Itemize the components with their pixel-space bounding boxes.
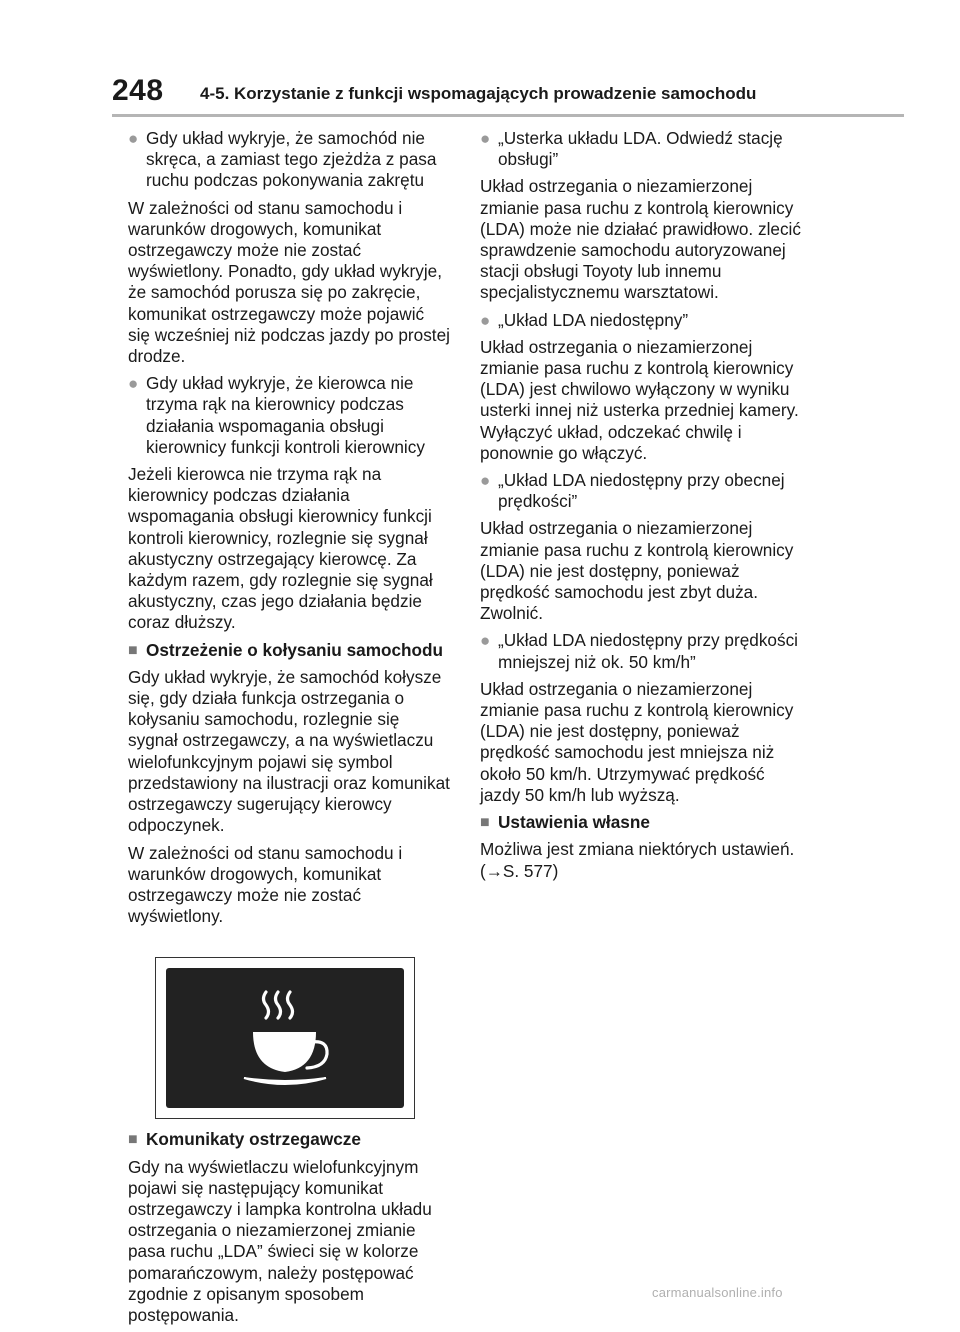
- bullet-text: Gdy układ wykryje, że kierowca nie trzyma rąk na kierownicy podczas działania wspomagania obsługi kierownicy funkcji kontroli kierownicy: [146, 373, 425, 457]
- bullet-text: „Układ LDA niedostępny”: [498, 309, 689, 330]
- page-number: 248: [112, 74, 164, 107]
- bullet-item: [128, 373, 450, 458]
- section-heading: [128, 1129, 450, 1150]
- bullet-item: [480, 630, 802, 672]
- bullet-dot-icon: ●: [480, 631, 491, 651]
- bullet-item: [128, 128, 450, 192]
- bullet-item: [480, 310, 802, 331]
- bullet-dot-icon: ●: [128, 129, 139, 148]
- chapter-title: 4-5. Korzystanie z funkcji wspomagających prowadzenie samochodu: [200, 84, 757, 103]
- paragraph: Układ ostrzegania o niezamierzonej zmianie pasa ruchu z kontrolą kierownicy (LDA) nie jest dostępny, ponieważ prędkość samochodu jest mniejsza niż około 50 km/h. Utrzymywać prędkość jazdy 50 km/h lub wyższą.: [480, 678, 794, 805]
- paragraph: W zależności od stanu samochodu i warunków drogowych, komunikat ostrzegawczy może nie zostać wyświetlony. Ponadto, gdy układ wykryje, że samochód porusza się po zakręcie, komunikat ostrzegawczy może pojawić się wcześniej niż podczas jazdy po prostej drodze.: [128, 197, 450, 367]
- bullet-item: [480, 128, 802, 170]
- paragraph: Układ ostrzegania o niezamierzonej zmianie pasa ruchu z kontrolą kierownicy (LDA) jest chwilowo wyłączony w wyniku usterki innej niż usterka przedniej kamery. Wyłączyć układ, odczekać chwilę i ponownie go włączyć.: [480, 336, 799, 463]
- header-rule: [112, 114, 904, 117]
- watermark: carmanualsonline.info: [652, 1285, 783, 1300]
- section-heading: [128, 640, 450, 661]
- bullet-text: „Układ LDA niedostępny przy prędkości mniejszej niż ok. 50 km/h”: [498, 630, 798, 672]
- paragraph: Układ ostrzegania o niezamierzonej zmianie pasa ruchu z kontrolą kierownicy (LDA) nie jest dostępny, ponieważ prędkość samochodu jest zbyt duża. Zwolnić.: [480, 518, 794, 624]
- display-screen: [166, 968, 404, 1108]
- section-heading-text: Komunikaty ostrzegawcze: [146, 1129, 361, 1150]
- bullet-item: [480, 470, 802, 512]
- paragraph: Gdy na wyświetlaczu wielofunkcyjnym pojawi się następujący komunikat ostrzegawczy i lampka kontrolna układu ostrzegania o niezamierzonej zmianie pasa ruchu „LDA” świeci się w kolorze pomarańczowym, należy postępować zgodnie z opisanym sposobem postępowania.: [128, 1156, 432, 1325]
- paragraph: Możliwa jest zmiana niektórych ustawień. (→S. 577): [480, 839, 795, 881]
- page-header: [112, 70, 904, 116]
- bullet-dot-icon: ●: [480, 310, 491, 330]
- paragraph: Gdy układ wykryje, że samochód kołysze się, gdy działa funkcja ostrzegania o kołysaniu samochodu, rozlegnie się sygnał ostrzegawczy, a na wyświetlaczu wielofunkcyjnym pojawi się symbol przedstawiony na ilustracji oraz komunikat ostrzegawczy sugerujący kierowcy odpoczynek.: [128, 666, 450, 836]
- bullet-dot-icon: ●: [128, 374, 139, 394]
- bullet-dot-icon: ●: [480, 129, 491, 148]
- coffee-cup-icon: [166, 968, 404, 1108]
- section-heading: [480, 812, 802, 833]
- figure-frame: [155, 957, 415, 1119]
- square-bullet-icon: ■: [128, 641, 138, 659]
- right-column: [480, 128, 802, 888]
- left-column: [128, 128, 450, 1332]
- bullet-text: „Usterka układu LDA. Odwiedź stację obsługi”: [498, 128, 783, 170]
- square-bullet-icon: ■: [480, 814, 490, 832]
- paragraph: W zależności od stanu samochodu i warunków drogowych, komunikat ostrzegawczy może nie zostać wyświetlony.: [128, 842, 403, 927]
- section-heading-text: Ustawienia własne: [498, 812, 650, 833]
- paragraph: Układ ostrzegania o niezamierzonej zmianie pasa ruchu z kontrolą kierownicy (LDA) może nie działać prawidłowo. zlecić sprawdzenie samochodu autoryzowanej stacji obsługi Toyoty lub innemu specjalistycznemu warsztatowi.: [480, 176, 801, 303]
- bullet-text: Gdy układ wykryje, że samochód nie skręca, a zamiast tego zjeżdża z pasa ruchu podczas pokonywania zakrętu: [146, 128, 437, 191]
- bullet-dot-icon: ●: [480, 471, 491, 491]
- paragraph: Jeżeli kierowca nie trzyma rąk na kierownicy podczas działania wspomagania obsługi kierownicy funkcji kontroli kierownicy, rozlegnie się sygnał akustyczny ostrzegający kierowcę. Za każdym razem, gdy rozlegnie się sygnał akustyczny, czas jego działania będzie coraz dłuższy.: [128, 464, 433, 633]
- square-bullet-icon: ■: [128, 1131, 138, 1149]
- section-heading-text: Ostrzeżenie o kołysaniu samochodu: [146, 639, 444, 660]
- bullet-text: „Układ LDA niedostępny przy obecnej prędkości”: [498, 470, 785, 512]
